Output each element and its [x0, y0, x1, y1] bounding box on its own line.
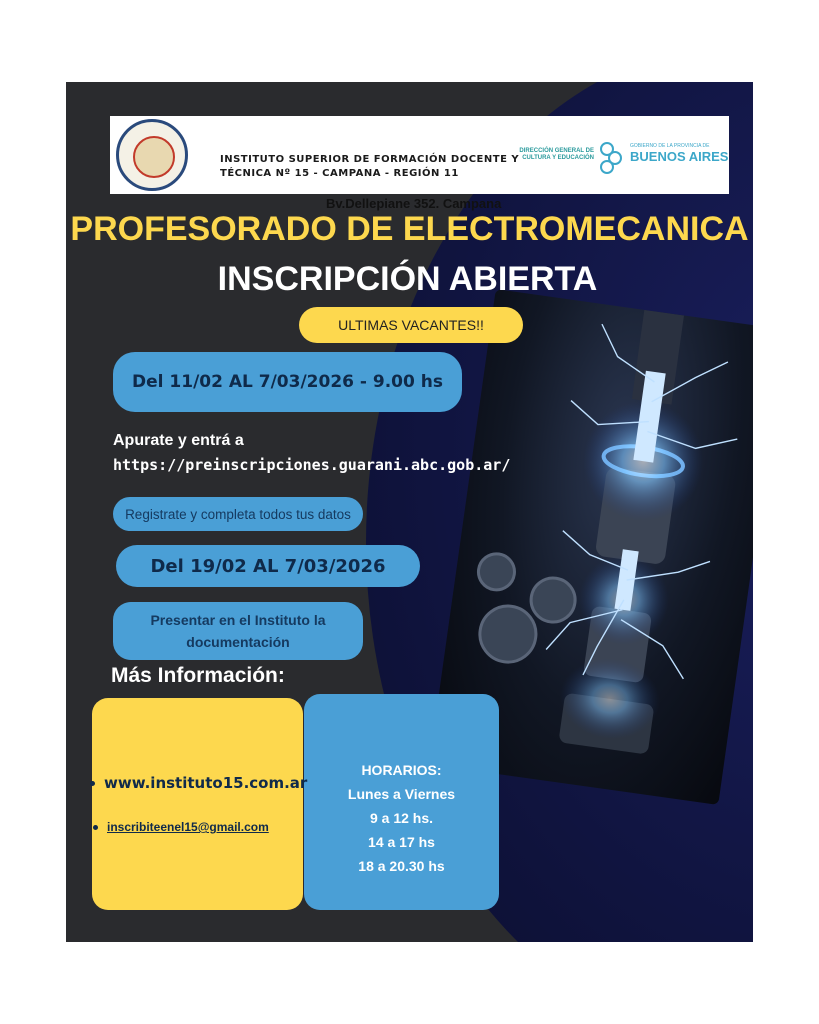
- date-range-1: Del 11/02 AL 7/03/2026 - 9.00 hs: [113, 352, 462, 412]
- address: Bv.Dellepiane 352. Campana: [326, 196, 502, 211]
- registrate-pill: Registrate y completa todos tus datos: [113, 497, 363, 531]
- institute-seal-logo: [116, 119, 188, 191]
- presentar-line1: Presentar en el Instituto la: [150, 612, 326, 628]
- vacantes-badge: ULTIMAS VACANTES!!: [299, 307, 523, 343]
- program-title: PROFESORADO DE ELECTROMECANICA: [70, 210, 749, 248]
- presentar-line2: documentación: [186, 634, 290, 650]
- gov-small-text: GOBIERNO DE LA PROVINCIA DE: [630, 143, 710, 149]
- schedule-slot-1: 9 a 12 hs.: [369, 810, 434, 826]
- schedule-title: HORARIOS:: [361, 762, 442, 778]
- seal-emblem: [133, 136, 175, 178]
- email-item: [93, 820, 269, 834]
- schedule-days: Lunes a Viernes: [347, 786, 456, 802]
- preinscription-url[interactable]: https://preinscripciones.guarani.abc.gob.ar/: [113, 456, 511, 474]
- poster: [66, 82, 753, 942]
- presentar-pill: [113, 602, 363, 660]
- apurate-block: [113, 429, 510, 477]
- buenos-aires-province-icon: [598, 140, 624, 176]
- apurate-text: Apurate y entrá a: [113, 432, 244, 449]
- website-item: [90, 774, 307, 792]
- dgce-line2: CULTURA Y EDUCACIÓN: [522, 155, 594, 161]
- institute-header: [110, 116, 729, 194]
- schedule-slot-2: 14 a 17 hs: [368, 834, 435, 850]
- email-link[interactable]: inscribiteenel15@gmail.com: [107, 820, 269, 834]
- institute-name-line1: INSTITUTO SUPERIOR DE FORMACIÓN DOCENTE Y: [220, 154, 520, 165]
- schedule-slot-3: 18 a 20.30 hs: [358, 858, 445, 874]
- dgce-line1: DIRECCIÓN GENERAL DE: [519, 148, 594, 154]
- schedule-text: [304, 758, 499, 878]
- bullet-icon: [93, 825, 98, 830]
- contact-box: [92, 698, 303, 910]
- website-link[interactable]: www.instituto15.com.ar: [104, 774, 308, 792]
- institute-name: [220, 153, 520, 181]
- dgce-logo-text: [514, 148, 594, 162]
- bullet-icon: [90, 781, 95, 786]
- status-title: INSCRIPCIÓN ABIERTA: [217, 260, 598, 298]
- institute-name-line2: TÉCNICA Nº 15 - CAMPANA - REGIÓN 11: [220, 168, 459, 179]
- date-range-2: Del 19/02 AL 7/03/2026: [116, 545, 420, 587]
- mas-informacion-heading: Más Información:: [111, 664, 285, 687]
- gov-big-text: BUENOS AIRES: [630, 149, 729, 164]
